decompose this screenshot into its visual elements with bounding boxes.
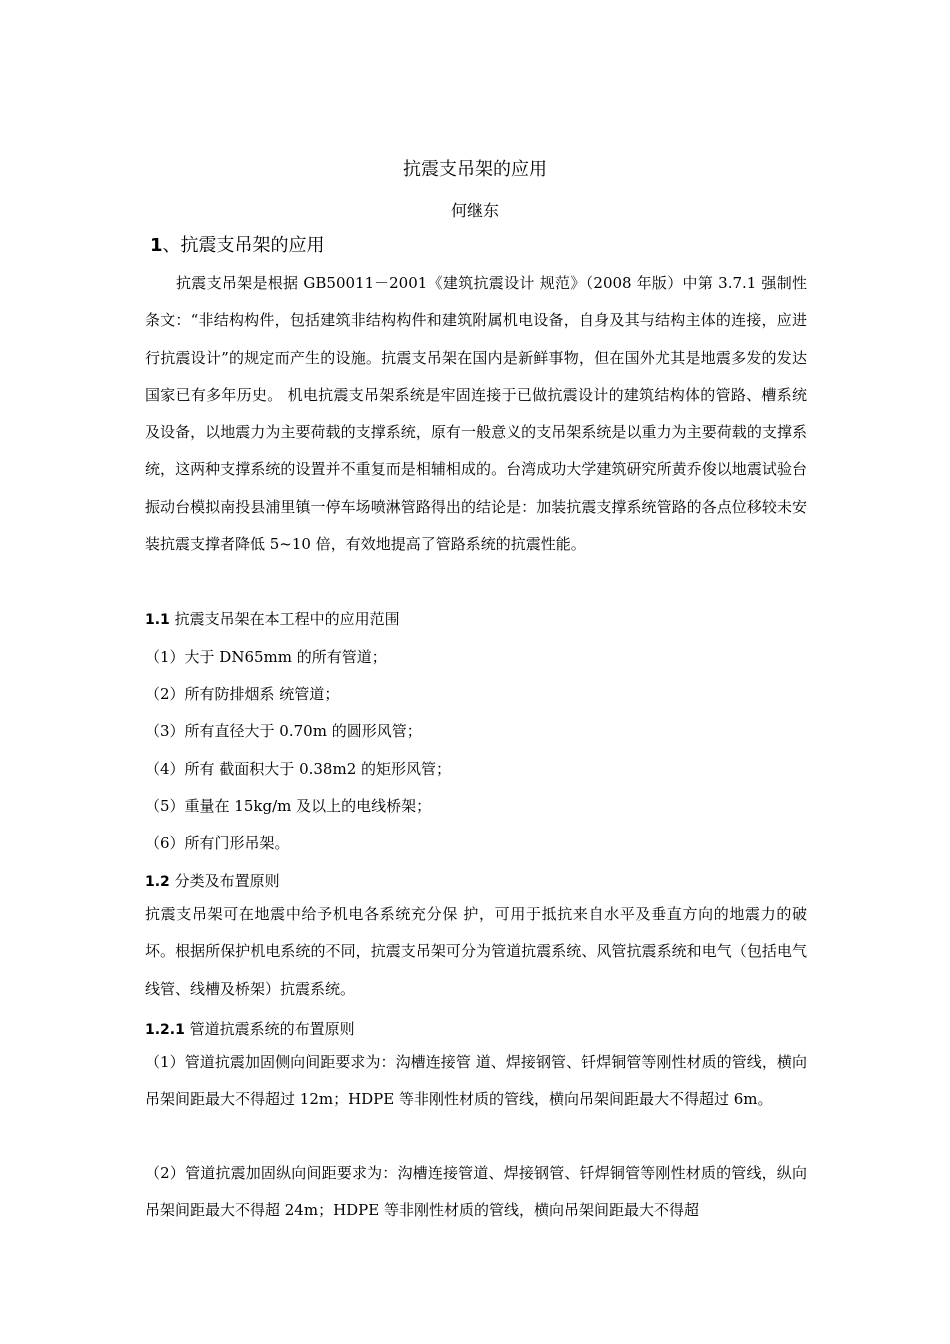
section-1-2-1-number: 1.2.1 [145,1022,185,1038]
section-1-2-1-paragraph-2: （2）管道抗震加固纵向间距要求为：沟槽连接管道、焊接钢管、钎焊铜管等刚性材质的管线，纵向吊架间距最大不得超 24m；HDPE 等非刚性材质的管线，横向吊架间距最大不得超 [145,1164,807,1220]
list-item: （6）所有门形吊架。 [145,834,290,852]
document-author: 何继东 [450,201,499,220]
document-title: 抗震支吊架的应用 [403,159,547,180]
section-1-2-number: 1.2 [145,874,170,890]
section-1-number: 1 [150,235,163,256]
section-1-title: 、抗震支吊架的应用 [162,235,325,256]
list-item: （4）所有 截面积大于 0.38m2 的矩形风管； [145,760,452,778]
list-item: （5）重量在 15kg/m 及以上的电线桥架； [145,797,432,815]
list-item: （1）大于 DN65mm 的所有管道； [145,648,387,666]
section-1-1-title: 抗震支吊架在本工程中的应用范围 [169,610,400,628]
section-1-2-1-heading [145,1017,807,1042]
section-1-2-1-title: 管道抗震系统的布置原则 [184,1020,355,1038]
list-item: （2）所有防排烟系 统管道； [145,685,340,703]
section-1-2-1-paragraph-1: （1）管道抗震加固侧向间距要求为：沟槽连接管 道、焊接钢管、钎焊铜管等刚性材质的管线，横向吊架间距最大不得超过 12m；HDPE 等非刚性材质的管线，横向吊架间距最大不得超过 6m。 [145,1053,807,1109]
section-1-2-paragraph: 抗震支吊架可在地震中给予机电各系统充分保 护，可用于抵抗来自水平及垂直方向的地震力的破坏。根据所保护机电系统的不同，抗震支吊架可分为管道抗震系统、风管抗震系统和电气（包括电气线管、线槽及桥架）抗震系统。 [145,905,807,998]
section-1-heading [150,233,325,259]
section-1-1-number: 1.1 [145,612,170,628]
section-1-2-heading [145,869,807,894]
section-1-2-title: 分类及布置原则 [169,872,280,890]
section-1-1-heading [145,607,807,632]
section-1-paragraph: 抗震支吊架是根据 GB50011－2001《建筑抗震设计 规范》（2008 年版）中第 3.7.1 强制性条文：“非结构构件，包括建筑非结构构件和建筑附属机电设备，自身及其与结构主体的连接，应进行抗震设计”的规定而产生的设施。抗震支吊架在国内是新鲜事物，但在国外尤其是地震多发的发达国家已有多年历史。 机电抗震支吊架系统是牢固连接于已做抗震设计的建筑结构体的管路、槽系统及设备，以地震力为主要荷载的支撑系统，原有一般意义的支吊架系统是以重力为主要荷载的支撑系统，这两种支撑系统的设置并不重复而是相辅相成的。台湾成功大学建筑研究所黄乔俊以地震试验台振动台模拟南投县浦里镇一停车场喷淋管路得出的结论是：加装抗震支撑系统管路的各点位移较未安装抗震支撑者降低 5~10 倍，有效地提高了管路系统的抗震性能。 [145,274,807,554]
list-item: （3）所有直径大于 0.70m 的圆形风管； [145,722,422,740]
